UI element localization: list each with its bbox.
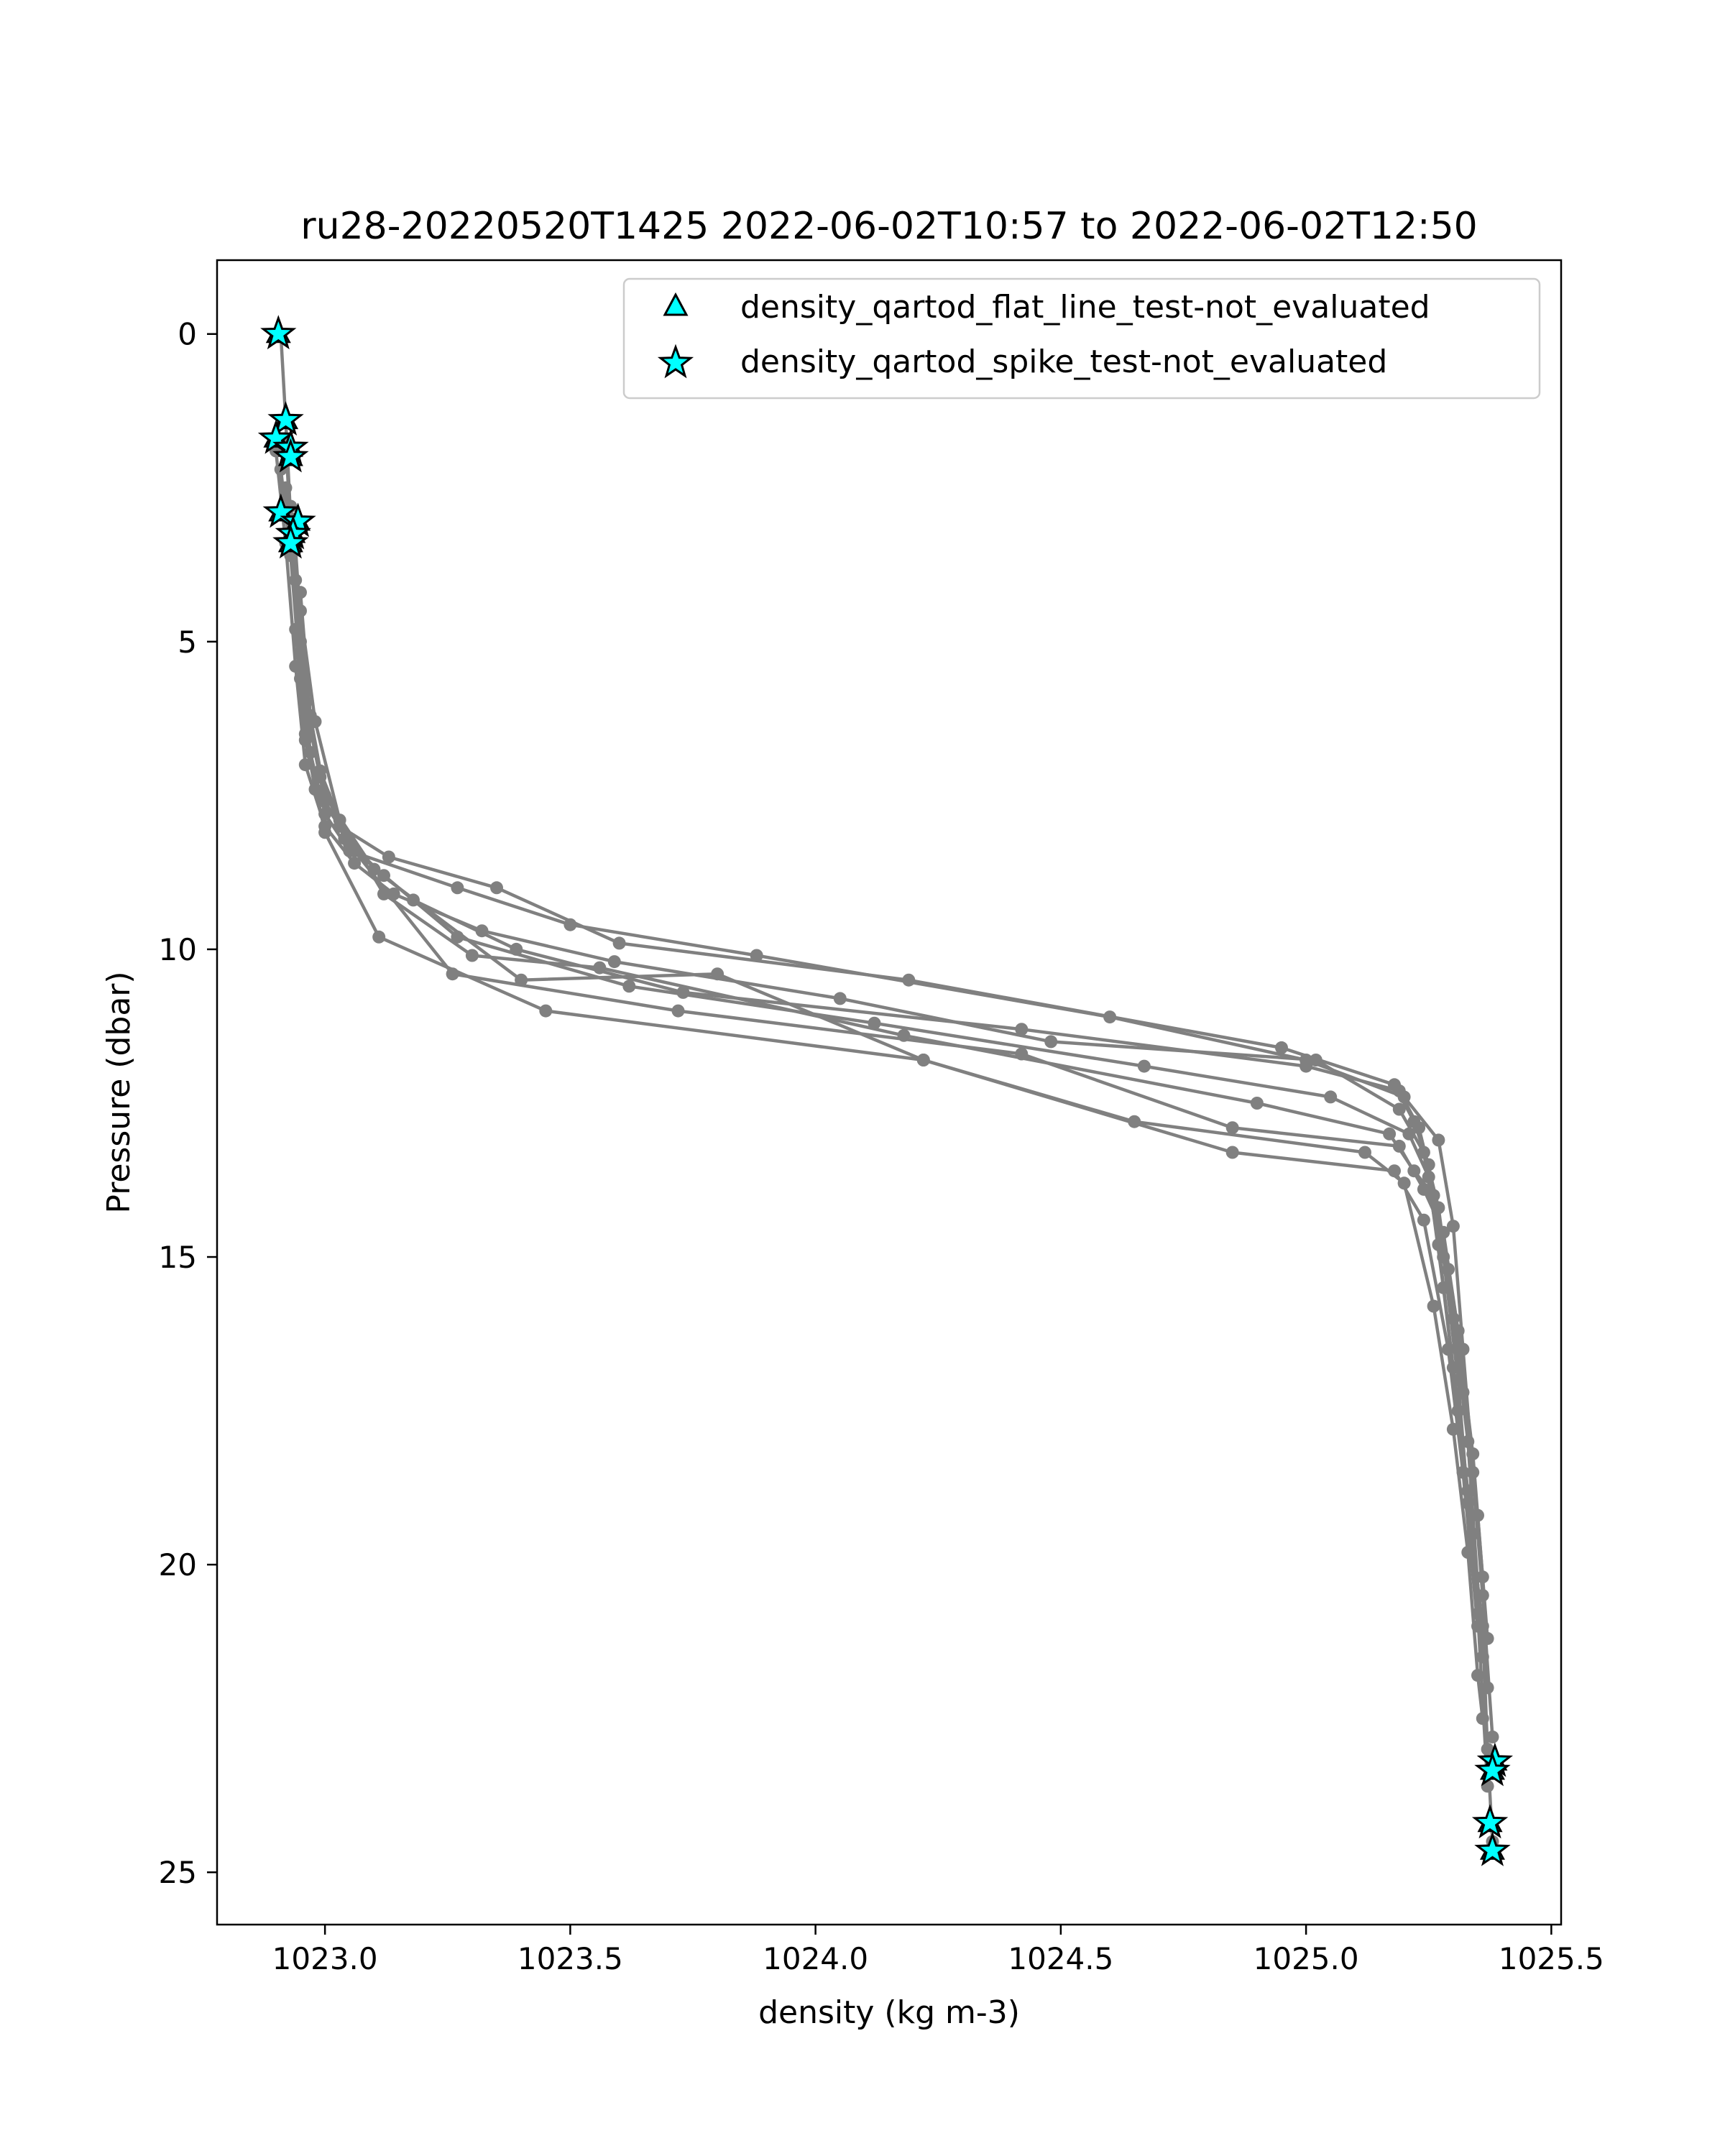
- profile-2-point: [1447, 1361, 1460, 1374]
- y-tick-label: 25: [158, 1855, 197, 1891]
- profile-3-point: [1138, 1060, 1151, 1073]
- profile-0-point: [294, 635, 307, 648]
- profile-7-point: [1427, 1300, 1440, 1313]
- profile-0-point: [1422, 1158, 1435, 1171]
- profile-1-point: [304, 746, 317, 759]
- profile-line-4: [286, 488, 1483, 1657]
- profile-3-point: [451, 931, 464, 944]
- profile-7-point: [711, 967, 724, 980]
- profile-2-point: [1432, 1238, 1445, 1251]
- profile-7-point: [367, 863, 380, 876]
- profile-5-point: [294, 604, 307, 617]
- profile-7-point: [1461, 1546, 1474, 1559]
- profile-3-point: [1452, 1404, 1465, 1417]
- profile-1-point: [564, 918, 576, 931]
- profile-5-point: [377, 888, 390, 900]
- profile-1-point: [1486, 1731, 1499, 1743]
- profile-4-point: [1393, 1084, 1406, 1097]
- profile-7-point: [515, 974, 528, 987]
- profile-2-point: [476, 924, 489, 937]
- profile-2-point: [299, 758, 312, 771]
- profile-4-point: [1300, 1060, 1312, 1073]
- profile-line-3: [281, 469, 1488, 1687]
- profile-4-point: [1432, 1202, 1445, 1215]
- profile-2-point: [834, 992, 847, 1005]
- plot-content: [261, 318, 1510, 1864]
- profile-3-point: [1324, 1090, 1337, 1103]
- profile-7-point: [1358, 1146, 1371, 1159]
- profile-4-point: [407, 893, 420, 906]
- profile-8-point: [372, 931, 385, 944]
- x-tick-label: 1024.0: [763, 1941, 869, 1976]
- profile-0-point: [1461, 1497, 1474, 1510]
- profile-8-point: [1388, 1164, 1401, 1177]
- profile-1-point: [1432, 1133, 1445, 1146]
- legend-entry-flat-line: density_qartod_flat_line_test-not_evaluated: [740, 289, 1430, 326]
- profile-4-point: [1015, 1023, 1028, 1036]
- profile-0-point: [1452, 1373, 1465, 1386]
- x-tick-label: 1023.5: [517, 1941, 623, 1976]
- profile-0-point: [1437, 1250, 1450, 1263]
- profile-4-point: [299, 697, 312, 710]
- profile-7-point: [1447, 1423, 1460, 1436]
- profile-2-point: [1044, 1035, 1057, 1048]
- profile-3-point: [1466, 1527, 1479, 1540]
- profile-7-point: [304, 709, 317, 722]
- profile-8-point: [1442, 1343, 1455, 1356]
- profile-4-point: [676, 986, 689, 999]
- profile-6-point: [1437, 1226, 1450, 1239]
- chart-title: ru28-20220520T1425 2022-06-02T10:57 to 2022-06-02T12:50: [300, 205, 1478, 248]
- profile-3-point: [1481, 1681, 1494, 1694]
- profile-0-point: [490, 881, 503, 894]
- profile-3-point: [1437, 1281, 1450, 1294]
- profile-7-point: [1128, 1115, 1141, 1128]
- profile-0-point: [382, 851, 395, 864]
- profile-6-point: [1015, 1048, 1028, 1061]
- profile-0-point: [1275, 1041, 1288, 1054]
- profile-line-2: [276, 451, 1488, 1786]
- profile-1-point: [1476, 1589, 1489, 1602]
- profile-6-point: [1466, 1447, 1479, 1460]
- x-tick-label: 1023.0: [272, 1941, 378, 1976]
- profile-0-point: [902, 974, 915, 987]
- profile-1-point: [318, 808, 331, 821]
- y-tick-label: 0: [178, 316, 197, 352]
- x-axis: [272, 1925, 1604, 1976]
- profile-7-point: [1471, 1669, 1484, 1682]
- profile-line-8: [295, 630, 1478, 1626]
- profile-0-point: [613, 936, 626, 949]
- profile-3-point: [868, 1017, 881, 1030]
- profile-5-point: [898, 1029, 911, 1042]
- profile-4-point: [1447, 1312, 1460, 1325]
- profile-5-point: [334, 814, 346, 826]
- profile-8-point: [1457, 1466, 1470, 1479]
- profile-5-point: [466, 949, 479, 962]
- profile-1-point: [1103, 1010, 1116, 1023]
- profile-1-point: [750, 949, 763, 962]
- plot-frame: [217, 260, 1561, 1925]
- profile-4-point: [280, 482, 293, 494]
- profile-5-point: [1481, 1632, 1494, 1645]
- profile-6-point: [1417, 1183, 1430, 1196]
- profile-6-point: [299, 684, 312, 697]
- profile-5-point: [593, 962, 606, 975]
- x-axis-label: density (kg m-3): [758, 1994, 1020, 2031]
- profile-7-point: [1476, 1712, 1489, 1725]
- profile-6-point: [446, 967, 459, 980]
- profile-8-point: [917, 1054, 930, 1067]
- profile-8-point: [299, 734, 312, 747]
- profile-line-0: [281, 334, 1493, 1842]
- profile-5-point: [1407, 1164, 1420, 1177]
- profile-6-point: [1452, 1325, 1465, 1337]
- profile-1-point: [451, 881, 464, 894]
- profile-3-point: [294, 672, 307, 685]
- x-tick-label: 1024.5: [1008, 1941, 1114, 1976]
- y-axis-label: Pressure (dbar): [101, 971, 137, 1214]
- profile-2-point: [1461, 1484, 1474, 1497]
- profile-5-point: [1457, 1386, 1470, 1399]
- profile-6-point: [1226, 1121, 1239, 1134]
- profile-3-point: [622, 980, 635, 992]
- legend: [624, 279, 1540, 398]
- profile-5-point: [1471, 1509, 1484, 1522]
- profile-7-point: [318, 789, 331, 802]
- profile-6-point: [1476, 1570, 1489, 1583]
- profile-8-point: [539, 1005, 552, 1018]
- profile-4-point: [1412, 1121, 1425, 1134]
- profile-line-1: [286, 438, 1493, 1737]
- profile-line-7: [300, 592, 1483, 1718]
- profile-8-point: [289, 623, 302, 636]
- profile-5-point: [1442, 1263, 1455, 1276]
- legend-entry-spike: density_qartod_spike_test-not_evaluated: [740, 344, 1388, 380]
- x-tick-label: 1025.5: [1498, 1941, 1604, 1976]
- profile-line-5: [290, 507, 1487, 1639]
- profile-8-point: [318, 826, 331, 839]
- profile-6-point: [313, 765, 326, 778]
- profile-3-point: [1422, 1171, 1435, 1184]
- y-tick-label: 20: [158, 1547, 197, 1583]
- y-axis: [159, 317, 217, 1890]
- profile-4-point: [1461, 1435, 1474, 1448]
- profile-1-point: [1457, 1343, 1470, 1356]
- profile-2-point: [1471, 1608, 1484, 1621]
- x-tick-label: 1025.0: [1253, 1941, 1359, 1976]
- profile-4-point: [1476, 1651, 1489, 1664]
- profile-6-point: [672, 1005, 685, 1018]
- profile-2-point: [289, 660, 302, 673]
- profile-7-point: [1398, 1176, 1411, 1189]
- profile-2-point: [1417, 1146, 1430, 1159]
- y-tick-label: 5: [178, 624, 197, 660]
- profile-4-point: [510, 943, 523, 956]
- profile-5-point: [1251, 1097, 1264, 1110]
- profile-5-point: [1383, 1128, 1396, 1141]
- profile-8-point: [1417, 1214, 1430, 1227]
- profile-2-point: [608, 955, 621, 968]
- profile-2-point: [348, 857, 361, 870]
- y-tick-label: 10: [158, 931, 197, 967]
- profile-6-point: [343, 838, 356, 851]
- profile-8-point: [1471, 1620, 1484, 1633]
- profile-6-point: [1393, 1140, 1406, 1153]
- y-tick-label: 15: [158, 1240, 197, 1276]
- profile-2-point: [1393, 1103, 1406, 1116]
- profile-4-point: [289, 573, 302, 586]
- profile-1-point: [294, 648, 307, 660]
- profile-8-point: [1226, 1146, 1239, 1159]
- profile-7-point: [294, 586, 307, 599]
